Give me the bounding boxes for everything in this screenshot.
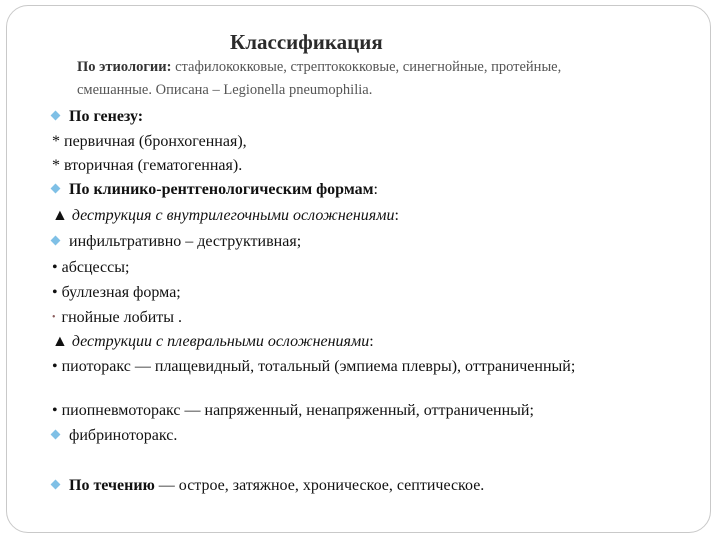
form-abscess	[52, 259, 129, 277]
clinical-heading	[52, 181, 378, 199]
course-label: По течению	[69, 477, 155, 494]
etiology-text: стафилококковые, стрептококковые, синегнойные, протейные, смешанные. Описана – Legionella pneumophilia.	[77, 59, 562, 98]
form-infiltrative	[52, 233, 301, 251]
infiltrative-text: инфильтративно – деструктивная;	[69, 233, 302, 250]
triangle-icon: ▲	[52, 333, 68, 350]
destruction-group-1	[52, 207, 399, 225]
etiology-label: По этиологии:	[77, 59, 172, 75]
clinical-colon: :	[373, 181, 378, 198]
form-pyopneumothorax	[52, 402, 534, 420]
destruction-group-2	[52, 333, 374, 351]
genesis-item-primary: * первичная (бронхогенная),	[52, 133, 247, 150]
genesis-label: По генезу:	[69, 108, 144, 125]
small-bullet-icon: •	[52, 312, 56, 323]
course-line	[52, 477, 484, 495]
course-text: — острое, затяжное, хроническое, септическое.	[154, 477, 485, 494]
form-fibrinothorax	[52, 427, 177, 445]
form-pyothorax	[52, 358, 672, 376]
round-bullet-icon: •	[52, 259, 58, 276]
pyopneumothorax-text: пиопневмоторакс — напряженный, ненапряженный, оттраниченный;	[61, 402, 534, 419]
form-lobitis	[52, 309, 182, 327]
diamond-bullet-icon	[51, 111, 61, 121]
diamond-bullet-icon	[51, 430, 61, 440]
form-bullous	[52, 284, 181, 302]
lobitis-text: гнойные лобиты .	[61, 309, 183, 326]
round-bullet-icon: •	[52, 402, 58, 419]
pyothorax-text: пиоторакс — плащевидный, тотальный (эмпиема плевры), оттраниченный;	[61, 358, 576, 375]
fibrinothorax-text: фибриноторакс.	[69, 427, 178, 444]
group1-colon: :	[394, 207, 399, 224]
abscess-text: абсцессы;	[61, 259, 130, 276]
genesis-item-secondary: * вторичная (гематогенная).	[52, 157, 243, 174]
diamond-bullet-icon	[51, 480, 61, 490]
group2-text: деструкции с плевральными осложнениями	[71, 333, 370, 350]
round-bullet-icon: •	[52, 284, 58, 301]
slide-title: Классификация	[230, 30, 383, 54]
etiology-paragraph	[77, 56, 637, 102]
genesis-heading	[52, 108, 143, 126]
bullous-text: буллезная форма;	[61, 284, 181, 301]
round-bullet-icon: •	[52, 358, 58, 375]
diamond-bullet-icon	[51, 236, 61, 246]
triangle-icon: ▲	[52, 207, 68, 224]
clinical-label: По клинико-рентгенологическим формам	[69, 181, 374, 198]
group1-text: деструкция с внутрилегочными осложнениями	[71, 207, 395, 224]
diamond-bullet-icon	[51, 184, 61, 194]
group2-colon: :	[369, 333, 374, 350]
